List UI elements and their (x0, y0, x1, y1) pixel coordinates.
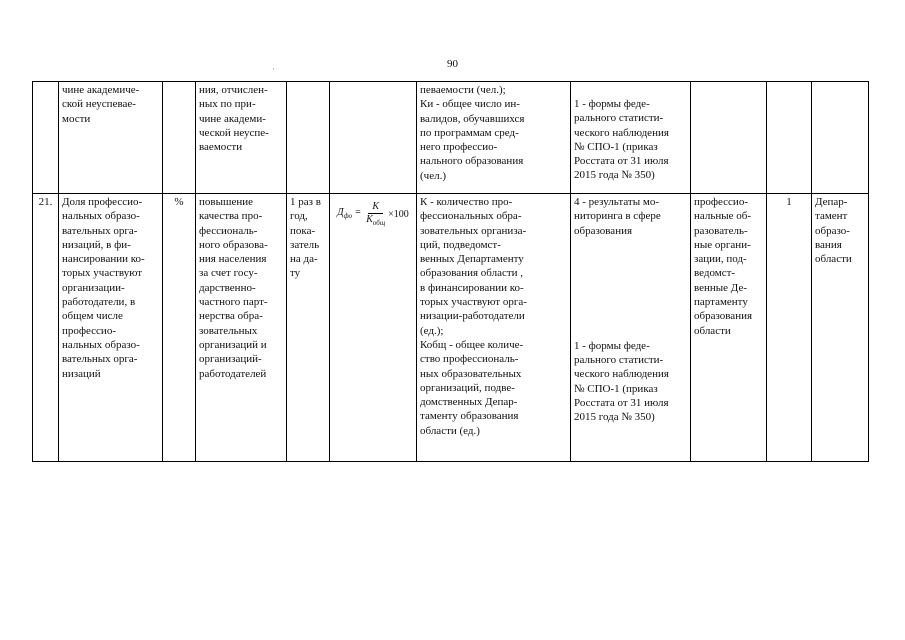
text-line: Росстата от 31 июля (574, 397, 669, 410)
lines (420, 83, 567, 183)
text-line: низаций, в фи- (62, 238, 131, 251)
lines (62, 195, 159, 381)
formula-multiplier: ×100 (388, 208, 409, 220)
text-line: (чел.) (420, 169, 446, 182)
text-line: ные органи- (694, 238, 751, 251)
cell-source (571, 82, 691, 194)
text-line: профессио- (62, 324, 116, 337)
lines (694, 195, 763, 338)
lines (574, 97, 687, 183)
text-line: мости (62, 112, 91, 125)
text-line: зовательных (199, 324, 258, 337)
text-line: области (694, 324, 731, 337)
text-line: зации, под- (694, 253, 747, 266)
lines (574, 339, 687, 425)
text-line: качества про- (199, 210, 263, 223)
text-line: зовательных организа- (420, 224, 527, 237)
text-line: в финансировании ко- (420, 281, 524, 294)
text-line: образо- (815, 224, 850, 237)
text-line: 1 - формы феде- (574, 98, 650, 110)
lines (290, 195, 326, 281)
cell-unit (163, 82, 196, 194)
text-line: венные Де- (694, 281, 747, 294)
formula-denominator: $К_{общ}$ (366, 214, 386, 227)
indicator-name (59, 194, 163, 462)
text-line: рального статисти- (574, 354, 664, 367)
text-line: фессиональ- (199, 224, 258, 237)
text-line: домственных Депар- (420, 396, 518, 409)
text-line: 2015 года № 350) (574, 411, 655, 424)
text-line: нальные об- (694, 210, 752, 223)
text-line: К - количество про- (420, 196, 513, 208)
text-line: ческого наблюдения (574, 368, 669, 381)
table-row-21 (33, 194, 869, 462)
text-line: рального статисти- (574, 112, 664, 125)
scope (691, 194, 767, 462)
formula-numerator: К (368, 201, 383, 214)
text-line: вательных орга- (62, 353, 138, 366)
text-line: партаменту (694, 296, 748, 309)
text-line: Ки - общее число ин- (420, 98, 520, 111)
text-line: разователь- (694, 224, 748, 237)
text-line: работодатели, в (62, 296, 136, 309)
text-line: области (815, 253, 852, 266)
formula-cell (330, 194, 417, 462)
lines (199, 195, 283, 381)
text-line: дарственно- (199, 281, 256, 294)
text-line: чине академиче- (62, 84, 140, 96)
text-line: венных Департаменту (420, 253, 524, 266)
lines (420, 195, 567, 338)
text-line: ниторинга в сфере (574, 210, 661, 223)
row-number: 21. (33, 194, 59, 462)
text-line: нерства обра- (199, 310, 263, 323)
cell-value (767, 82, 812, 194)
text-line: 2015 года № 350) (574, 169, 655, 182)
page-number: 90 (447, 58, 458, 70)
cell-responsible (812, 82, 869, 194)
text-line: ваемости (199, 141, 243, 154)
text-line: год, (290, 210, 308, 223)
formula-fraction (366, 201, 385, 229)
frequency (287, 194, 330, 462)
text-line: певаемости (чел.); (420, 84, 506, 96)
text-line: него профессио- (420, 141, 498, 154)
text-line: низаций (62, 367, 101, 380)
text-line: чине академи- (199, 112, 266, 125)
text-line: № СПО-1 (приказ (574, 382, 658, 395)
text-line: общем числе (62, 310, 123, 323)
text-line: образования (574, 224, 633, 237)
text-line: № СПО-1 (приказ (574, 140, 658, 153)
text-line: тамент (815, 210, 848, 223)
scan-dot: · (272, 65, 275, 74)
cell-number (33, 82, 59, 194)
cell-frequency (287, 82, 330, 194)
goal (196, 194, 287, 462)
text-line: ту (290, 267, 301, 280)
text-line: организаций и (199, 338, 267, 351)
text-line: торых участвуют орга- (420, 296, 527, 309)
text-line: ных образовательных (420, 367, 522, 380)
cell-definitions (417, 82, 571, 194)
text-line: области (ед.) (420, 424, 480, 437)
formula (333, 201, 413, 229)
source (571, 194, 691, 462)
text-line: профессио- (694, 196, 748, 208)
text-line: нального образования (420, 155, 524, 168)
text-line: образования (694, 310, 753, 323)
text-line: (ед.); (420, 324, 444, 337)
text-line: ния населения (199, 253, 267, 266)
text-line: по программам сред- (420, 126, 519, 139)
text-line: ния, отчислен- (199, 84, 268, 96)
text-line: низации-работодатели (420, 310, 525, 323)
text-line: 1 раз в (290, 196, 321, 208)
cell-scope (691, 82, 767, 194)
text-line: ческой неуспе- (199, 126, 269, 139)
text-line: затель (290, 238, 320, 251)
cell-indicator (59, 82, 163, 194)
text-line: 1 - формы феде- (574, 339, 650, 352)
text-line: Росстата от 31 июля (574, 155, 669, 168)
cell-goal (196, 82, 287, 194)
formula-lhs: $Д_{фо}$ = (337, 207, 362, 221)
text-line: вания (815, 238, 842, 251)
text-line: нальных образо- (62, 338, 140, 351)
text-line: ство профессиональ- (420, 353, 519, 366)
lines (815, 195, 865, 266)
cell-formula (330, 82, 417, 194)
unit: % (163, 194, 196, 462)
text-line: ской неуспевае- (62, 98, 136, 111)
text-line: работодателей (199, 367, 267, 380)
responsible (812, 194, 869, 462)
table-row-continued (33, 82, 869, 194)
lines (420, 338, 567, 438)
text-line: вательных орга- (62, 224, 138, 237)
lines (62, 83, 159, 126)
text-line: нансировании ко- (62, 253, 145, 266)
definitions (417, 194, 571, 462)
text-line: торых участвуют (62, 267, 143, 280)
text-line: организаций- (199, 353, 262, 366)
text-line: Депар- (815, 196, 848, 208)
text-line: за счет госу- (199, 267, 258, 280)
text-line: таменту образования (420, 410, 519, 423)
text-line: частного парт- (199, 296, 268, 309)
lines (199, 83, 283, 154)
lines (574, 195, 687, 238)
text-line: на да- (290, 253, 318, 266)
text-line: фессиональных обра- (420, 210, 522, 223)
text-line: валидов, обучавшихся (420, 112, 525, 125)
text-line: организации- (62, 281, 125, 294)
text-line: организаций, подве- (420, 381, 515, 394)
text-line: ного образова- (199, 238, 268, 251)
text-line: пока- (290, 224, 316, 237)
text-line: нальных образо- (62, 210, 140, 223)
text-line: ций, подведомст- (420, 238, 501, 251)
text-line: ных по при- (199, 98, 256, 111)
text-line: образования области , (420, 267, 524, 280)
text-line: повышение (199, 196, 253, 208)
text-line: Доля профессио- (62, 196, 143, 208)
value: 1 (767, 194, 812, 462)
text-line: ческого наблюдения (574, 126, 669, 139)
indicators-table (32, 81, 869, 462)
text-line: ведомст- (694, 267, 736, 280)
text-line: 4 - результаты мо- (574, 196, 660, 208)
text-line: Кобщ - общее количе- (420, 338, 524, 351)
